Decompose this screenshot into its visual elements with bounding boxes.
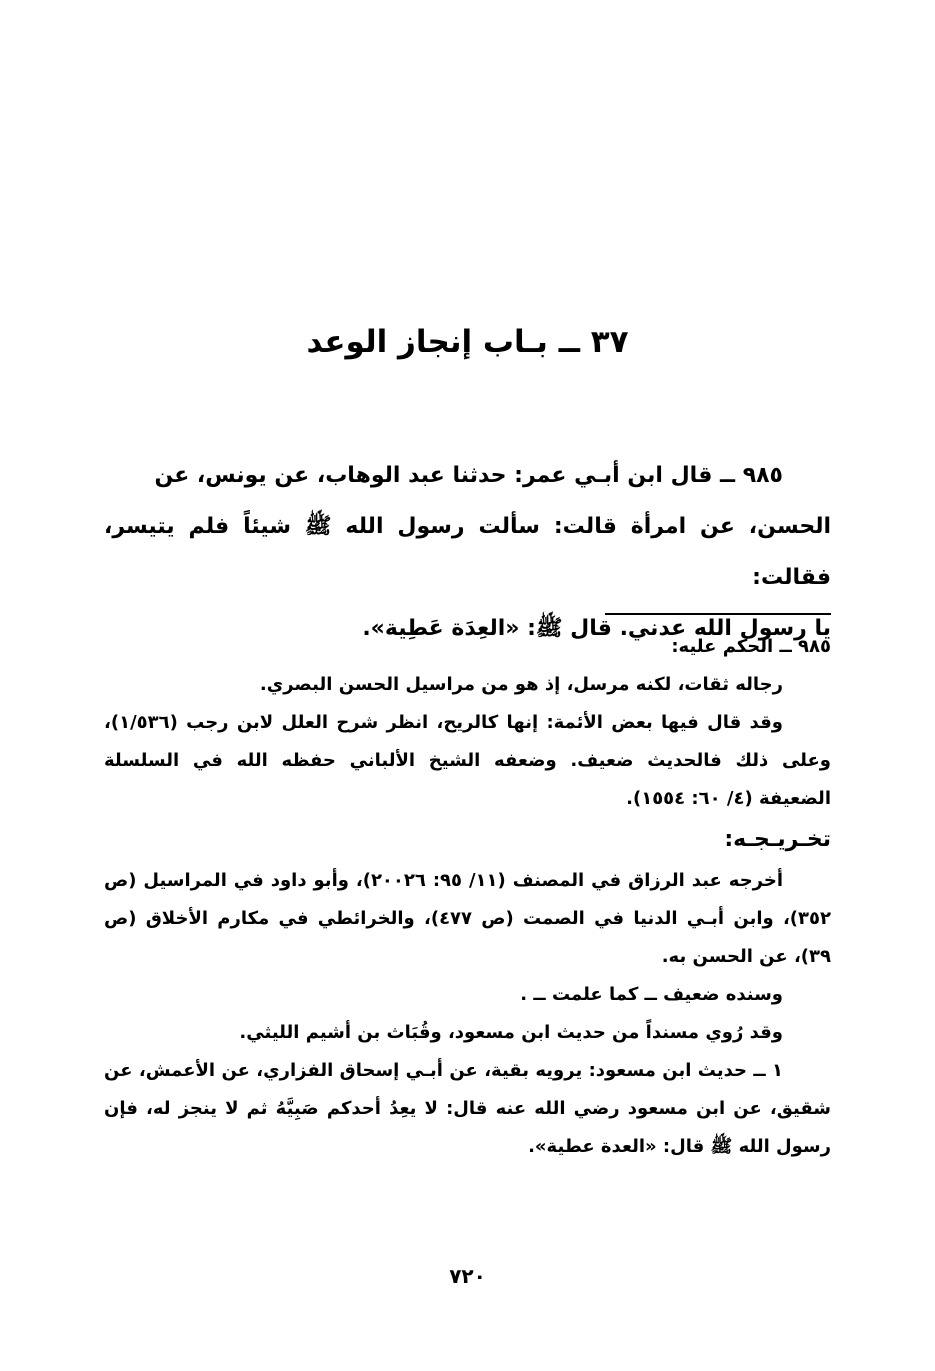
chapter-title: ٣٧ ــ بـاب إنجاز الوعد	[306, 324, 629, 360]
takhrij-paragraph: أخرجه عبد الرزاق في المصنف (١١/ ٩٥: ٢٠٠٢٦)، وأبو داود في المراسيل (ص ٣٥٢)، وابن أبـي الدنيا في الصمت (ص ٤٧٧)، والخرائطي في مكارم الأخلاق (ص ٣٩)، عن الحسن به.	[104, 870, 831, 967]
hadith-text	[104, 450, 831, 654]
page-number: ٧٢٠	[449, 1264, 486, 1288]
takhrij-paragraph: ١ ــ حديث ابن مسعود: يرويه بقية، عن أبـي إسحاق الفزاري، عن الأعمش، عن شقيق، عن ابن مسعود رضي الله عنه قال: لا يعِدُ أحدكم صَبِيَّهُ ثم لا ينجز له، فإن رسول الله ﷺ قال: «العدة عطية».	[104, 1060, 831, 1157]
hadith-line: ٩٨٥ ــ قال ابن أبـي عمر: حدثنا عبد الوهاب، عن يونس، عن	[154, 463, 783, 488]
hadith-line: يا رسول الله عدني. قال ﷺ: «العِدَة عَطِية».	[362, 616, 831, 641]
commentary	[104, 628, 831, 1166]
ruling-paragraph: رجاله ثقات، لكنه مرسل، إذ هو من مراسيل الحسن البصري.	[259, 674, 783, 695]
footnote-divider	[605, 613, 831, 615]
takhrij-paragraph: وقد رُوي مسنداً من حديث ابن مسعود، وقُبَاث بن أشيم الليثي.	[239, 1022, 783, 1043]
takhrij-paragraph: وسنده ضعيف ــ كما علمت ــ .	[520, 984, 783, 1005]
hadith-line: الحسن، عن امرأة قالت: سألت رسول الله ﷺ شيئاً فلم يتيسر، فقالت:	[104, 514, 831, 590]
takhrij-heading: تخـريـجـه:	[724, 827, 831, 852]
ruling-heading: ٩٨٥ ــ الحكم عليه:	[671, 636, 831, 657]
ruling-paragraph: وقد قال فيها بعض الأئمة: إنها كالريح، انظر شرح العلل لابن رجب (١/٥٣٦)، وعلى ذلك فالحديث ضعيف. وضعفه الشيخ الألباني حفظه الله في السلسلة الضعيفة (٤/ ٦٠: ١٥٥٤).	[104, 712, 831, 809]
